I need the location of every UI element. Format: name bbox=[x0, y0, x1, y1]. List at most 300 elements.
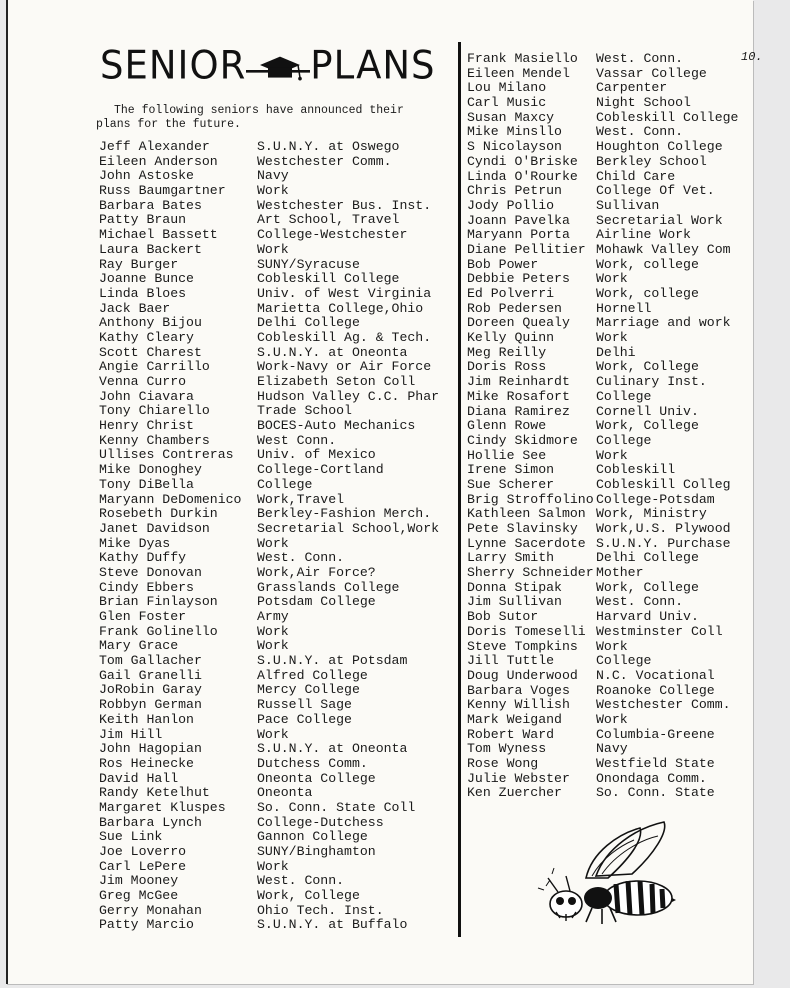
bottom-margin bbox=[0, 988, 790, 1000]
senior-name: Kathleen Salmon bbox=[467, 506, 586, 522]
senior-row bbox=[99, 581, 459, 596]
senior-row bbox=[99, 199, 459, 214]
senior-row bbox=[467, 316, 763, 331]
senior-plan: Westchester Comm. bbox=[257, 153, 392, 169]
senior-row bbox=[467, 258, 763, 273]
senior-row bbox=[467, 786, 763, 801]
senior-name: Keith Hanlon bbox=[99, 711, 194, 727]
senior-row bbox=[467, 772, 763, 787]
senior-name: Rose Wong bbox=[467, 756, 539, 771]
senior-name: Kathy Duffy bbox=[99, 550, 187, 566]
senior-plan: Work,Travel bbox=[257, 491, 345, 507]
senior-name: Tom Wyness bbox=[467, 741, 547, 757]
newsletter-page bbox=[6, 0, 763, 984]
senior-row bbox=[99, 434, 459, 449]
senior-row bbox=[467, 551, 763, 566]
senior-row bbox=[99, 830, 459, 845]
senior-row bbox=[467, 184, 763, 199]
senior-row bbox=[99, 551, 459, 566]
title-plans: PLANS bbox=[310, 42, 436, 89]
senior-name: Carl LePere bbox=[99, 858, 187, 874]
intro-line-2: plans for the future. bbox=[96, 118, 241, 131]
senior-plan: Secretarial School,Work bbox=[257, 520, 440, 536]
senior-row bbox=[99, 463, 459, 478]
senior-name: Janet Davidson bbox=[99, 520, 210, 536]
senior-name: Joann Pavelka bbox=[467, 212, 570, 228]
senior-plan: Hudson Valley C.C. Phar bbox=[257, 388, 440, 404]
senior-plan: West. Conn. bbox=[596, 124, 684, 140]
senior-name: Donna Stipak bbox=[467, 579, 562, 595]
senior-row bbox=[467, 522, 763, 537]
senior-row bbox=[467, 199, 763, 214]
senior-name: Glen Foster bbox=[99, 609, 187, 624]
senior-name: Cyndi O'Briske bbox=[467, 153, 578, 169]
senior-name: Linda O'Rourke bbox=[467, 168, 578, 184]
senior-plan: Onondaga Comm. bbox=[596, 770, 707, 786]
senior-name: Joanne Bunce bbox=[99, 271, 194, 287]
senior-name: Larry Smith bbox=[467, 550, 555, 566]
senior-row bbox=[467, 140, 763, 155]
senior-plan: Delhi College bbox=[257, 315, 360, 331]
senior-name: Ros Heinecke bbox=[99, 755, 194, 771]
senior-row bbox=[99, 757, 459, 772]
senior-name: Debbie Peters bbox=[467, 271, 570, 287]
senior-row bbox=[467, 654, 763, 669]
senior-row bbox=[467, 375, 763, 390]
senior-row bbox=[99, 874, 459, 889]
senior-row bbox=[467, 287, 763, 302]
senior-name: Patty Marcio bbox=[99, 917, 194, 933]
senior-plan: Trade School bbox=[257, 403, 352, 419]
senior-row bbox=[99, 478, 459, 493]
senior-name: Maryann DeDomenico bbox=[99, 491, 242, 507]
senior-plan: Work bbox=[596, 638, 628, 654]
senior-row bbox=[467, 111, 763, 126]
senior-name: Rosebeth Durkin bbox=[99, 506, 218, 522]
senior-name: Doris Tomeselli bbox=[467, 623, 586, 639]
senior-row bbox=[99, 566, 459, 581]
senior-row bbox=[99, 654, 459, 669]
senior-plan: Westfield State bbox=[596, 756, 715, 771]
senior-name: Lynne Sacerdote bbox=[467, 535, 586, 551]
senior-row bbox=[99, 419, 459, 434]
senior-plan: Dutchess Comm. bbox=[257, 755, 368, 771]
senior-plan: So. Conn. State Coll bbox=[257, 799, 416, 815]
senior-name: Diane Pellitier bbox=[467, 241, 586, 257]
senior-plan: SUNY/Binghamton bbox=[257, 844, 376, 859]
senior-name: Meg Reilly bbox=[467, 344, 547, 360]
senior-plan: Child Care bbox=[596, 168, 676, 184]
senior-name: Doris Ross bbox=[467, 359, 547, 375]
senior-name: Robert Ward bbox=[467, 726, 555, 742]
senior-plan: Univ. of Mexico bbox=[257, 447, 376, 463]
senior-name: Susan Maxcy bbox=[467, 109, 555, 125]
senior-name: Tony DiBella bbox=[99, 476, 194, 492]
senior-row bbox=[99, 772, 459, 787]
senior-row bbox=[99, 228, 459, 243]
senior-row bbox=[99, 375, 459, 390]
senior-row bbox=[99, 155, 459, 170]
senior-plan: Cobleskill College bbox=[257, 271, 400, 287]
senior-plan: Columbia-Greene bbox=[596, 726, 715, 742]
senior-plan: Secretarial Work bbox=[596, 212, 723, 228]
senior-plan: Work, Ministry bbox=[596, 506, 707, 522]
senior-name: Carl Music bbox=[467, 95, 547, 111]
senior-row bbox=[99, 786, 459, 801]
senior-plan: College Of Vet. bbox=[596, 183, 715, 199]
senior-plan: Cobleskill bbox=[596, 462, 676, 478]
senior-plan: Vassar College bbox=[596, 65, 707, 81]
senior-plan: Work bbox=[257, 638, 289, 654]
senior-plan: Work, College bbox=[596, 418, 699, 434]
senior-plan: College-Westchester bbox=[257, 227, 408, 243]
senior-row bbox=[99, 713, 459, 728]
senior-name: Sue Scherer bbox=[467, 476, 555, 492]
senior-row bbox=[467, 67, 763, 82]
senior-plan: Work bbox=[257, 535, 289, 551]
senior-row bbox=[467, 507, 763, 522]
senior-name: Gerry Monahan bbox=[99, 902, 202, 918]
senior-plan: West. Conn. bbox=[257, 550, 345, 566]
senior-plan: Navy bbox=[596, 741, 628, 757]
page-title bbox=[100, 43, 436, 88]
senior-plan: West. Conn. bbox=[257, 873, 345, 889]
senior-row bbox=[467, 390, 763, 405]
senior-plan: Culinary Inst. bbox=[596, 374, 707, 390]
senior-name: Jim Reinhardt bbox=[467, 374, 570, 390]
senior-row bbox=[467, 537, 763, 552]
senior-name: Angie Carrillo bbox=[99, 359, 210, 375]
senior-plan: Berkley School bbox=[596, 153, 707, 169]
senior-name: Patty Braun bbox=[99, 212, 187, 228]
senior-name: Gail Granelli bbox=[99, 667, 202, 683]
senior-plan: Marietta College,Ohio bbox=[257, 300, 424, 316]
senior-name: John Ciavara bbox=[99, 388, 194, 404]
senior-name: Joe Loverro bbox=[99, 844, 187, 859]
senior-plan: BOCES-Auto Mechanics bbox=[257, 418, 416, 434]
senior-row bbox=[99, 507, 459, 522]
senior-name: Jim Mooney bbox=[99, 873, 179, 889]
senior-name: John Astoske bbox=[99, 168, 194, 184]
senior-name: Doreen Quealy bbox=[467, 315, 570, 331]
senior-plan: Ohio Tech. Inst. bbox=[257, 902, 384, 918]
senior-row bbox=[99, 140, 459, 155]
senior-row bbox=[99, 845, 459, 860]
senior-plan: Airline Work bbox=[596, 227, 691, 243]
senior-row bbox=[467, 405, 763, 420]
senior-name: Cindy Ebbers bbox=[99, 579, 194, 595]
senior-name: Lou Milano bbox=[467, 80, 547, 96]
senior-plan: Work bbox=[257, 858, 289, 874]
senior-row bbox=[99, 742, 459, 757]
senior-name: Jill Tuttle bbox=[467, 653, 555, 669]
senior-plan: Work bbox=[257, 726, 289, 742]
senior-plan: Mercy College bbox=[257, 682, 360, 698]
senior-row bbox=[99, 346, 459, 361]
intro-line-1: The following seniors have announced their bbox=[114, 104, 404, 117]
senior-name: Kenny Willish bbox=[467, 697, 570, 713]
senior-row bbox=[99, 302, 459, 317]
senior-row bbox=[467, 728, 763, 743]
senior-plan: College-Cortland bbox=[257, 462, 384, 478]
senior-row bbox=[99, 889, 459, 904]
senior-row bbox=[467, 170, 763, 185]
senior-name: Barbara Lynch bbox=[99, 814, 202, 830]
senior-plan: So. Conn. State bbox=[596, 785, 715, 801]
senior-name: Bob Power bbox=[467, 256, 539, 272]
senior-name: Randy Ketelhut bbox=[99, 785, 210, 801]
senior-plan: Work bbox=[596, 447, 628, 463]
senior-name: Irene Simon bbox=[467, 462, 555, 478]
senior-name: Jim Sullivan bbox=[467, 594, 562, 610]
senior-row bbox=[99, 816, 459, 831]
senior-row bbox=[467, 595, 763, 610]
senior-name: Rob Pedersen bbox=[467, 300, 562, 316]
senior-row bbox=[467, 155, 763, 170]
senior-name: Sue Link bbox=[99, 829, 163, 845]
senior-plan: S.U.N.Y. at Oneonta bbox=[257, 741, 408, 757]
senior-name: Margaret Kluspes bbox=[99, 799, 226, 815]
senior-plan: West Conn. bbox=[257, 432, 337, 448]
senior-name: Tom Gallacher bbox=[99, 653, 202, 669]
senior-row bbox=[99, 522, 459, 537]
senior-plan: College-Dutchess bbox=[257, 814, 384, 830]
senior-row bbox=[467, 81, 763, 96]
senior-row bbox=[99, 272, 459, 287]
senior-plan: S.U.N.Y. at Oneonta bbox=[257, 344, 408, 360]
left-column-list bbox=[99, 140, 459, 933]
senior-row bbox=[99, 801, 459, 816]
senior-plan: College bbox=[596, 432, 652, 448]
senior-name: Brian Finlayson bbox=[99, 594, 218, 610]
hornet-mascot-icon bbox=[536, 818, 676, 928]
senior-plan: Work bbox=[596, 271, 628, 287]
senior-row bbox=[467, 96, 763, 111]
senior-row bbox=[99, 390, 459, 405]
senior-plan: Elizabeth Seton Coll bbox=[257, 374, 416, 389]
senior-row bbox=[99, 639, 459, 654]
senior-plan: Oneonta bbox=[257, 785, 313, 801]
senior-name: Ray Burger bbox=[99, 256, 179, 272]
senior-plan: S.U.N.Y. at Buffalo bbox=[257, 917, 408, 933]
senior-plan: Carpenter bbox=[596, 80, 668, 96]
senior-name: David Hall bbox=[99, 770, 179, 786]
senior-plan: Grasslands College bbox=[257, 579, 400, 595]
senior-name: Glenn Rowe bbox=[467, 418, 547, 434]
senior-plan: Work-Navy or Air Force bbox=[257, 359, 432, 375]
senior-name: Pete Slavinsky bbox=[467, 521, 578, 536]
senior-name: Steve Tompkins bbox=[467, 638, 578, 654]
senior-name: Barbara Bates bbox=[99, 197, 202, 213]
senior-name: Kenny Chambers bbox=[99, 432, 210, 448]
senior-plan: Sullivan bbox=[596, 197, 660, 213]
senior-row bbox=[99, 493, 459, 508]
senior-name: Ullises Contreras bbox=[99, 447, 234, 463]
senior-row bbox=[467, 684, 763, 699]
senior-name: Jack Baer bbox=[99, 300, 171, 316]
senior-plan: Westminster Coll bbox=[596, 623, 723, 639]
senior-row bbox=[467, 52, 763, 67]
senior-row bbox=[467, 419, 763, 434]
senior-plan: Alfred College bbox=[257, 667, 368, 683]
senior-name: Frank Golinello bbox=[99, 623, 218, 639]
senior-row bbox=[99, 243, 459, 258]
senior-row bbox=[99, 728, 459, 743]
senior-name: Jeff Alexander bbox=[99, 139, 210, 154]
senior-plan: Work bbox=[596, 330, 628, 346]
senior-plan: N.C. Vocational bbox=[596, 667, 715, 683]
senior-row bbox=[467, 360, 763, 375]
senior-row bbox=[467, 346, 763, 361]
senior-name: Tony Chiarello bbox=[99, 403, 210, 419]
senior-row bbox=[467, 742, 763, 757]
senior-name: Mary Grace bbox=[99, 638, 179, 654]
senior-row bbox=[99, 625, 459, 640]
senior-name: S Nicolayson bbox=[467, 139, 562, 155]
senior-name: Kathy Cleary bbox=[99, 329, 194, 345]
senior-row bbox=[99, 258, 459, 273]
senior-plan: Work,U.S. Plywood bbox=[596, 521, 731, 536]
senior-row bbox=[467, 625, 763, 640]
senior-row bbox=[99, 537, 459, 552]
senior-plan: Marriage and work bbox=[596, 315, 731, 331]
senior-name: Chris Petrun bbox=[467, 183, 562, 199]
senior-row bbox=[467, 493, 763, 508]
senior-plan: Work, College bbox=[257, 888, 360, 904]
senior-row bbox=[467, 214, 763, 229]
senior-row bbox=[99, 404, 459, 419]
senior-row bbox=[99, 683, 459, 698]
senior-name: Steve Donovan bbox=[99, 564, 202, 580]
senior-name: Eileen Mendel bbox=[467, 65, 570, 81]
senior-plan: College-Potsdam bbox=[596, 491, 715, 507]
senior-name: JoRobin Garay bbox=[99, 682, 202, 698]
senior-name: Mike Donoghey bbox=[99, 462, 202, 478]
senior-name: Greg McGee bbox=[99, 888, 179, 904]
senior-plan: Art School, Travel bbox=[257, 212, 400, 228]
senior-row bbox=[99, 287, 459, 302]
senior-plan: Work bbox=[257, 623, 289, 639]
senior-plan: College bbox=[596, 653, 652, 669]
senior-name: Laura Backert bbox=[99, 241, 202, 257]
senior-name: Sherry Schneider bbox=[467, 565, 594, 581]
senior-plan: West. Conn. bbox=[596, 594, 684, 610]
senior-name: Mike Minsllo bbox=[467, 124, 562, 140]
senior-name: Barbara Voges bbox=[467, 682, 570, 698]
senior-plan: Westchester Bus. Inst. bbox=[257, 197, 432, 213]
senior-row bbox=[467, 669, 763, 684]
senior-plan: Pace College bbox=[257, 711, 352, 727]
senior-row bbox=[467, 610, 763, 625]
senior-plan: Delhi bbox=[596, 344, 636, 360]
senior-plan: Houghton College bbox=[596, 139, 723, 155]
senior-name: Jim Hill bbox=[99, 726, 163, 742]
senior-plan: S.U.N.Y. at Potsdam bbox=[257, 653, 408, 669]
senior-name: Mike Rosafort bbox=[467, 388, 570, 404]
senior-name: Bob Sutor bbox=[467, 609, 539, 625]
senior-plan: College bbox=[257, 476, 313, 492]
senior-row bbox=[99, 331, 459, 346]
title-senior: SENIOR bbox=[100, 42, 247, 89]
senior-plan: Roanoke College bbox=[596, 682, 715, 698]
senior-row bbox=[467, 449, 763, 464]
senior-plan: S.U.N.Y. Purchase bbox=[596, 535, 731, 551]
senior-row bbox=[467, 566, 763, 581]
senior-row bbox=[467, 125, 763, 140]
senior-plan: Work bbox=[596, 711, 628, 727]
senior-name: Linda Bloes bbox=[99, 285, 187, 301]
senior-plan: Oneonta College bbox=[257, 770, 376, 786]
senior-row bbox=[99, 918, 459, 933]
senior-plan: Hornell bbox=[596, 300, 652, 316]
senior-plan: Harvard Univ. bbox=[596, 609, 699, 625]
senior-plan: Cobleskill College bbox=[596, 109, 739, 125]
senior-plan: SUNY/Syracuse bbox=[257, 256, 360, 272]
senior-plan: Work, College bbox=[596, 359, 699, 375]
senior-row bbox=[467, 757, 763, 772]
senior-plan: Work, college bbox=[596, 256, 699, 272]
senior-name: Maryann Porta bbox=[467, 227, 570, 243]
senior-plan: Gannon College bbox=[257, 829, 368, 845]
senior-plan: Delhi College bbox=[596, 550, 699, 566]
senior-row bbox=[99, 169, 459, 184]
senior-name: Jody Pollio bbox=[467, 197, 555, 213]
senior-row bbox=[99, 669, 459, 684]
senior-row bbox=[99, 860, 459, 875]
senior-row bbox=[467, 581, 763, 596]
senior-plan: Westchester Comm. bbox=[596, 697, 731, 713]
senior-row bbox=[467, 463, 763, 478]
senior-row bbox=[467, 228, 763, 243]
intro-text bbox=[96, 104, 436, 132]
senior-row bbox=[99, 360, 459, 375]
senior-row bbox=[467, 302, 763, 317]
senior-row bbox=[467, 640, 763, 655]
senior-row bbox=[99, 184, 459, 199]
senior-plan: Work bbox=[257, 241, 289, 257]
senior-plan: Mother bbox=[596, 565, 644, 581]
senior-row bbox=[467, 243, 763, 258]
senior-row bbox=[99, 610, 459, 625]
graduation-cap-icon bbox=[246, 52, 310, 84]
senior-name: Kelly Quinn bbox=[467, 330, 555, 346]
senior-plan: Mohawk Valley Com bbox=[596, 241, 731, 257]
senior-name: Frank Masiello bbox=[467, 51, 578, 66]
senior-plan: Navy bbox=[257, 168, 289, 184]
senior-row bbox=[99, 316, 459, 331]
senior-plan: Work, College bbox=[596, 579, 699, 595]
senior-row bbox=[99, 904, 459, 919]
right-column-list bbox=[467, 52, 763, 801]
senior-plan: Work bbox=[257, 183, 289, 199]
senior-name: Robbyn German bbox=[99, 697, 202, 713]
senior-name: Hollie See bbox=[467, 447, 547, 463]
senior-name: Venna Curro bbox=[99, 374, 187, 389]
senior-name: Eileen Anderson bbox=[99, 153, 218, 169]
senior-name: John Hagopian bbox=[99, 741, 202, 757]
senior-plan: S.U.N.Y. at Oswego bbox=[257, 139, 400, 154]
senior-name: Henry Christ bbox=[99, 418, 194, 434]
senior-name: Cindy Skidmore bbox=[467, 432, 578, 448]
senior-plan: Work,Air Force? bbox=[257, 564, 376, 580]
senior-name: Doug Underwood bbox=[467, 667, 578, 683]
senior-row bbox=[467, 713, 763, 728]
senior-row bbox=[467, 272, 763, 287]
senior-row bbox=[99, 213, 459, 228]
senior-name: Ken Zuercher bbox=[467, 785, 562, 801]
senior-name: Mark Weigand bbox=[467, 711, 562, 727]
senior-plan: Army bbox=[257, 609, 289, 624]
